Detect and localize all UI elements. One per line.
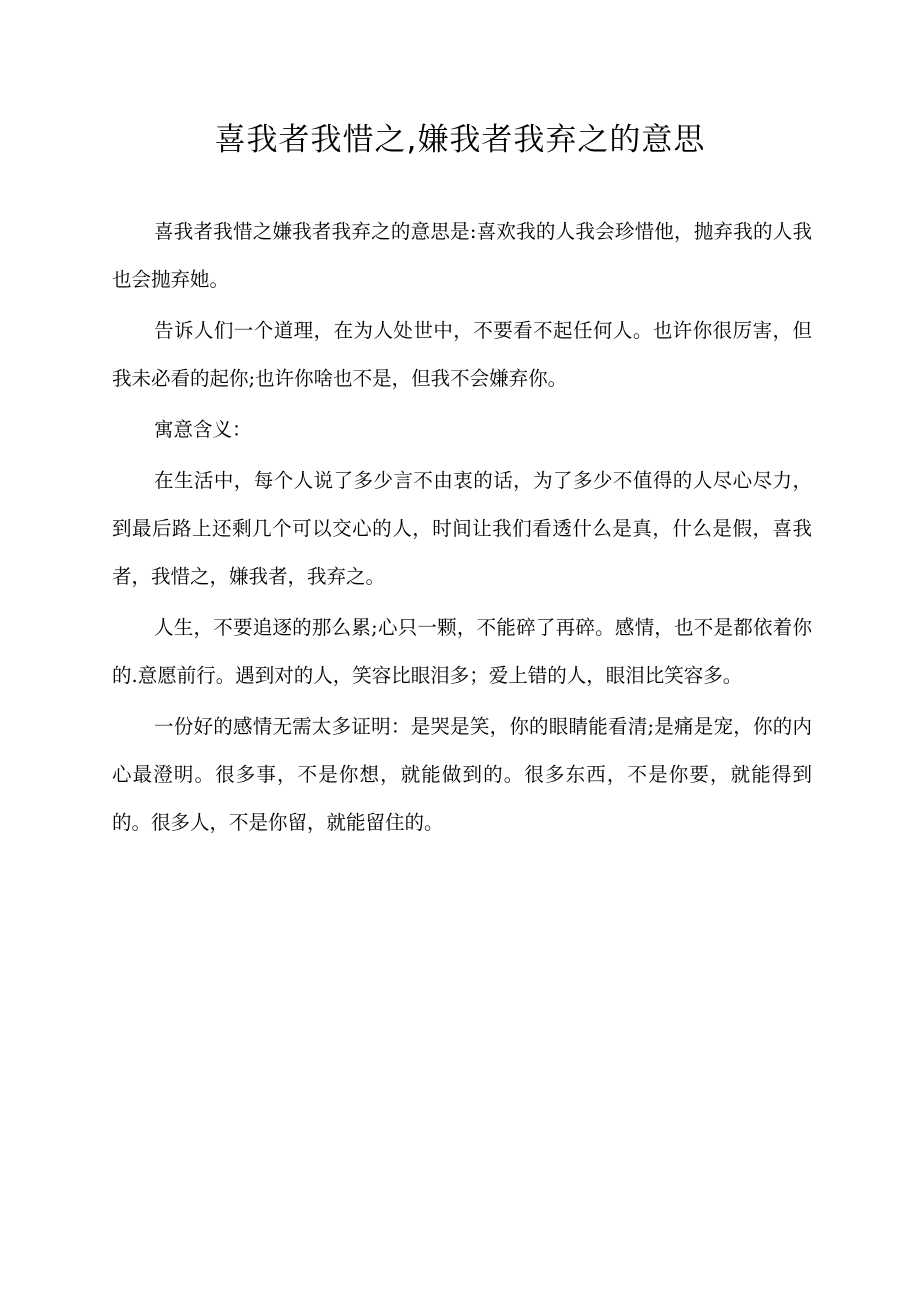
document-title: 喜我者我惜之,嫌我者我弃之的意思 (214, 122, 706, 158)
paragraph-lesson: 告诉人们一个道理，在为人处世中，不要看不起任何人。也许你很厉害，但我未必看的起你;也许你啥也不是，但我不会嫌弃你。 (112, 319, 812, 390)
paragraph-heading-implication: 寓意含义： (154, 418, 252, 441)
document-body (112, 208, 812, 850)
paragraph-meaning: 喜我者我惜之嫌我者我弃之的意思是:喜欢我的人我会珍惜他，抛弃我的人我也会抛弃她。 (112, 220, 812, 291)
paragraph-good-relationship: 一份好的感情无需太多证明：是哭是笑，你的眼睛能看清;是痛是宠，你的内心最澄明。很多事，不是你想，就能做到的。很多东西，不是你要，就能得到的。很多人，不是你留，就能留住的。 (112, 715, 812, 834)
paragraph-feelings: 人生，不要追逐的那么累;心只一颗，不能碎了再碎。感情，也不是都依着你的.意愿前行。遇到对的人，笑容比眼泪多；爱上错的人，眼泪比笑容多。 (112, 616, 812, 687)
paragraph-life: 在生活中，每个人说了多少言不由衷的话，为了多少不值得的人尽心尽力，到最后路上还剩几个可以交心的人，时间让我们看透什么是真，什么是假，喜我者，我惜之，嫌我者，我弃之。 (112, 469, 812, 588)
